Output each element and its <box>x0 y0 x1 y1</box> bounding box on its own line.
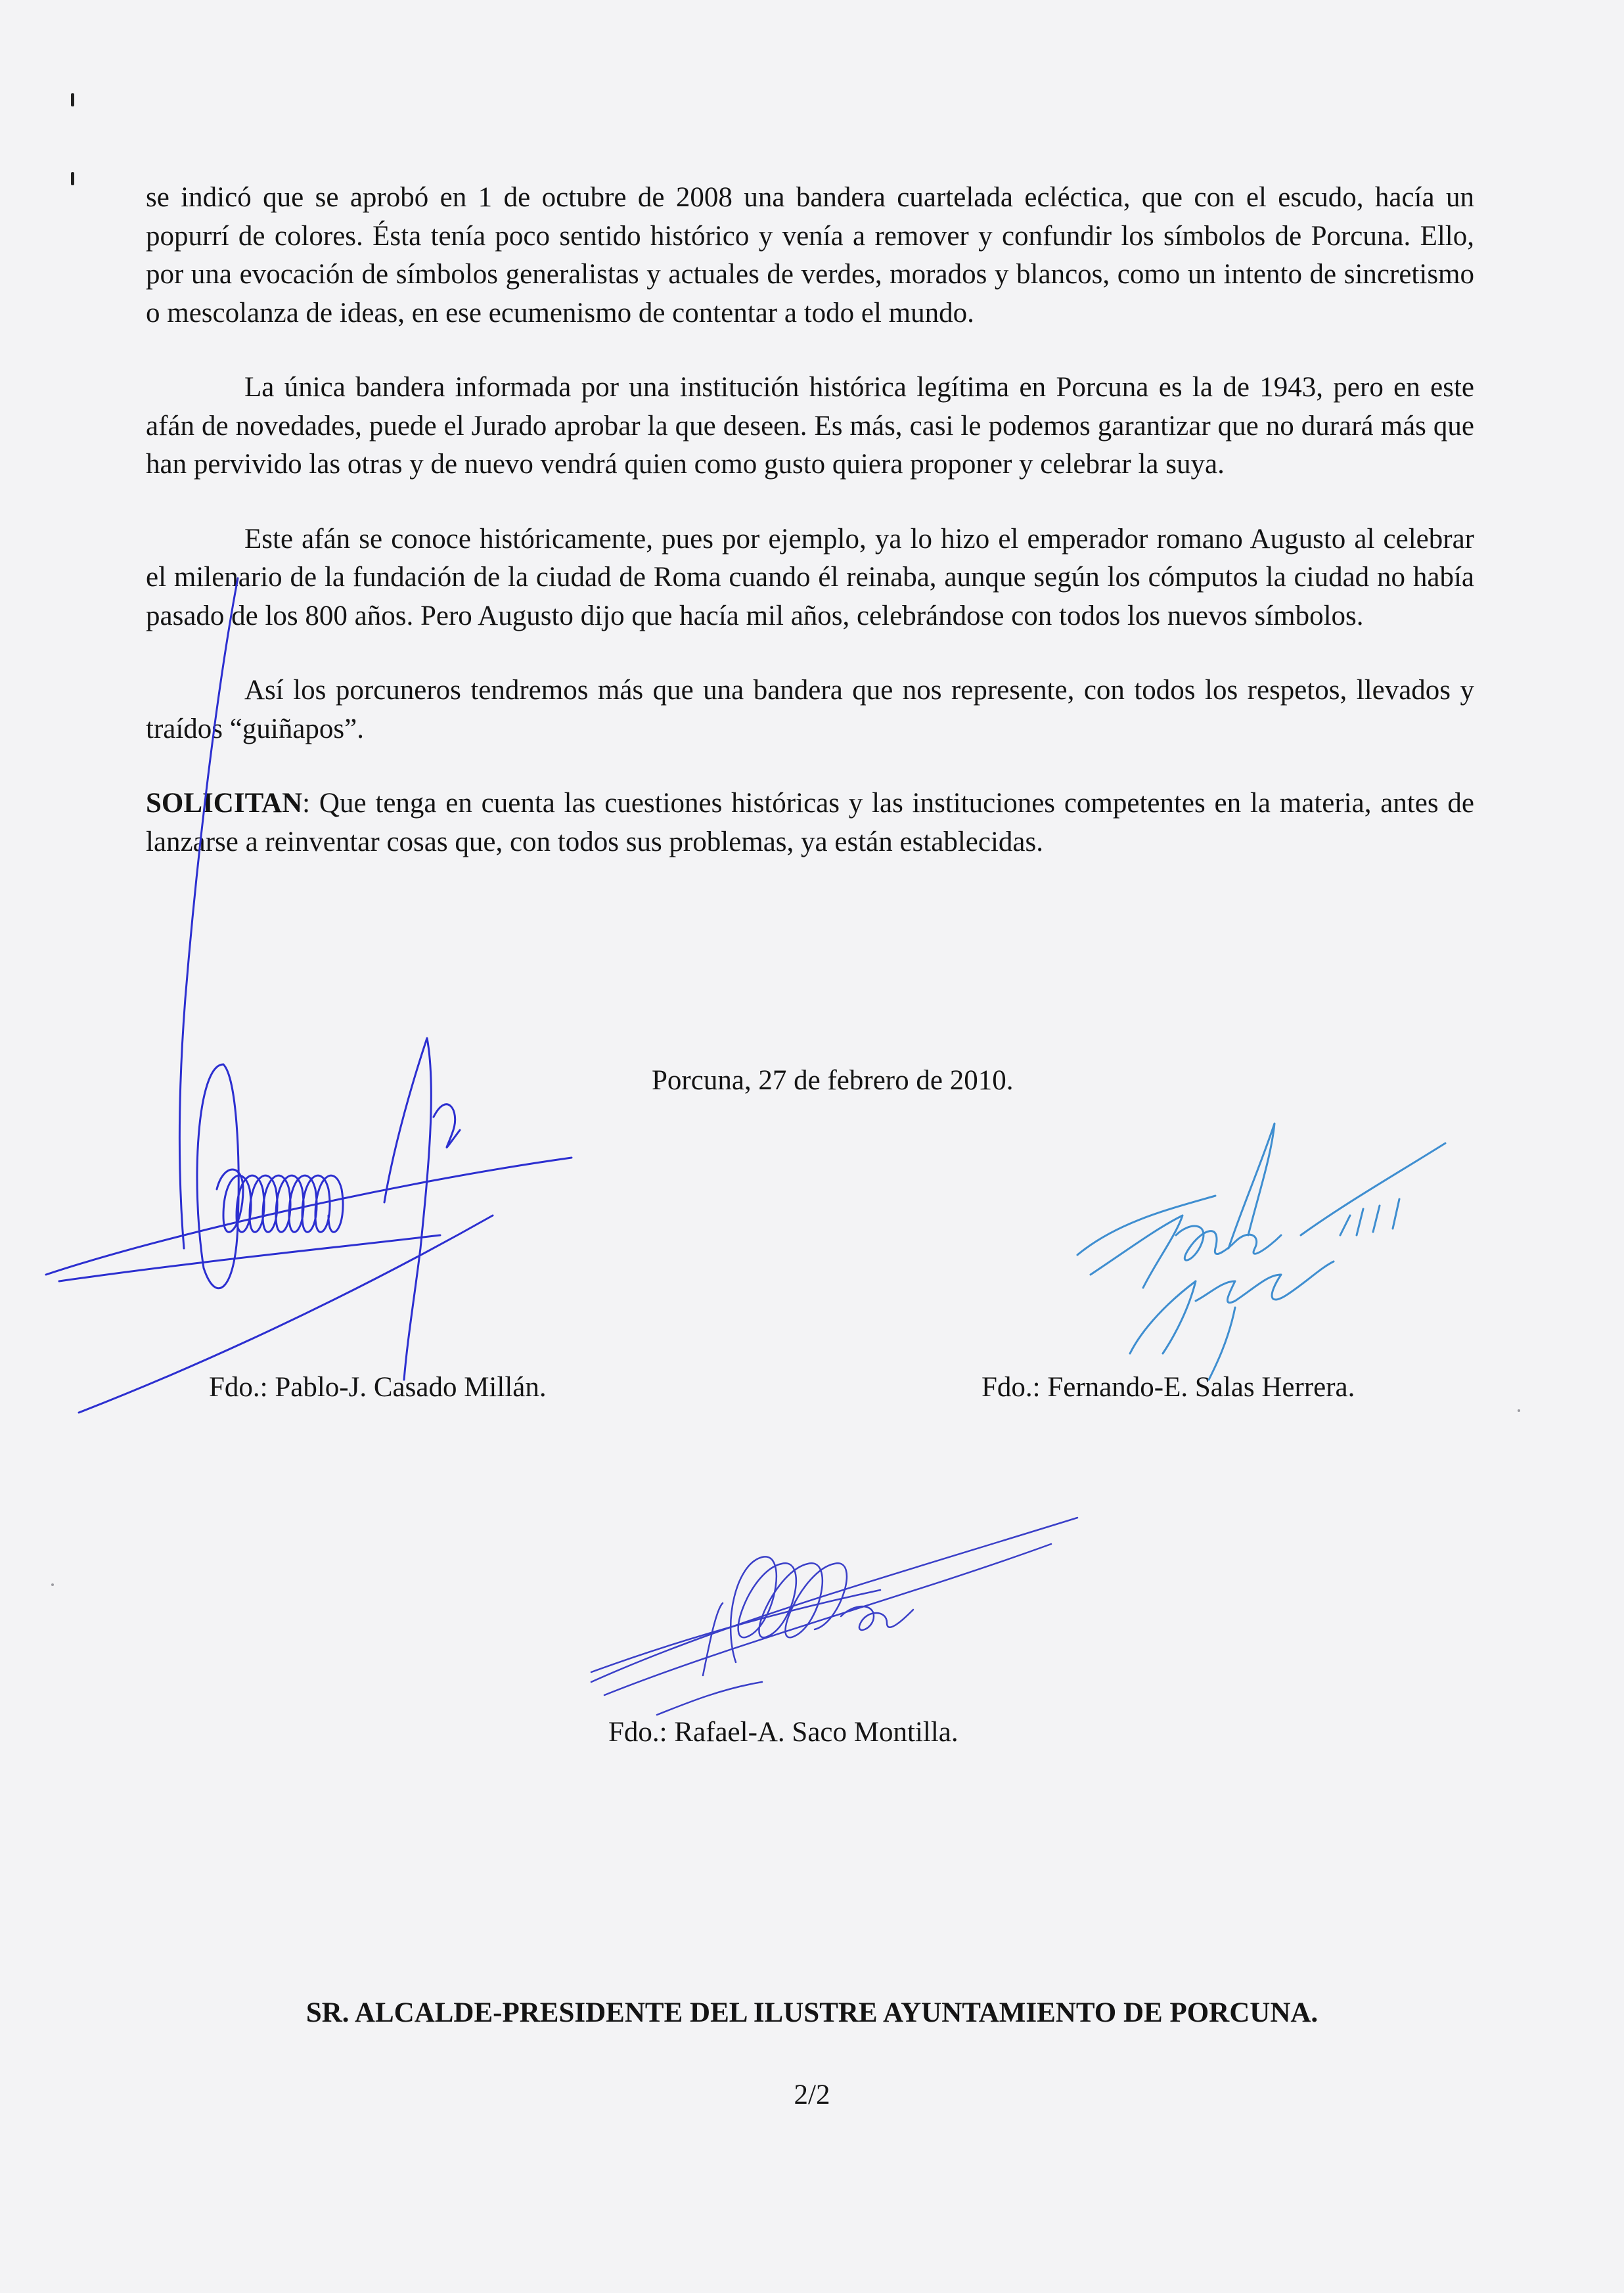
paragraph: Este afán se conoce históricamente, pues por ejemplo, ya lo hizo el emperador romano Augusto al celebrar el milenario de la fundación de la ciudad de Roma cuando él reinaba, aunque según los cómputos la ciudad no había pasado de los 800 años. Pero Augusto dijo que hacía mil años, celebrándose con todos los nuevos símbolos. <box>146 523 1474 631</box>
letter-body <box>146 179 1474 897</box>
page-number: 2/2 <box>794 2079 830 2110</box>
signer-name-1: Fdo.: Pablo-J. Casado Millán. <box>209 1372 547 1403</box>
addressee: SR. ALCALDE-PRESIDENTE DEL ILUSTRE AYUNTAMIENTO DE PORCUNA. <box>305 1997 1319 2028</box>
punch-mark <box>71 93 74 106</box>
place-date: Porcuna, 27 de febrero de 2010. <box>652 1065 1014 1096</box>
request-text: : Que tenga en cuenta las cuestiones históricas y las instituciones competentes en la materia, antes de lanzarse a reinventar cosas que, con todos sus problemas, ya están establecidas. <box>146 788 1474 857</box>
signer-name-3: Fdo.: Rafael-A. Saco Montilla. <box>608 1717 959 1748</box>
punch-mark <box>71 172 74 185</box>
signer-name-2: Fdo.: Fernando-E. Salas Herrera. <box>981 1372 1355 1403</box>
paragraph: Así los porcuneros tendremos más que una bandera que nos represente, con todos los respetos, llevados y traídos “guiñapos”. <box>146 675 1474 744</box>
paragraph: se indicó que se aprobó en 1 de octubre de 2008 una bandera cuartelada ecléctica, que con el escudo, hacía un popurrí de colores. Ésta tenía poco sentido histórico y venía a remover y confundir los símbolos de Porcuna. Ello, por una evocación de símbolos generalistas y actuales de verdes, morados y blancos, como un intento de sincretismo o mescolanza de ideas, en ese ecumenismo de contentar a todo el mundo. <box>146 182 1474 329</box>
paper-speck <box>51 1583 54 1586</box>
paper-speck <box>1518 1409 1520 1412</box>
request-label: SOLICITAN <box>146 788 303 819</box>
request-paragraph <box>146 784 1474 861</box>
paragraph: La única bandera informada por una institución histórica legítima en Porcuna es la de 1943, pero en este afán de novedades, puede el Jurado aprobar la que deseen. Es más, casi le podemos garantizar que no durará más que han pervivido las otras y de nuevo vendrá quien como gusto quiera proponer y celebrar la suya. <box>146 372 1474 480</box>
